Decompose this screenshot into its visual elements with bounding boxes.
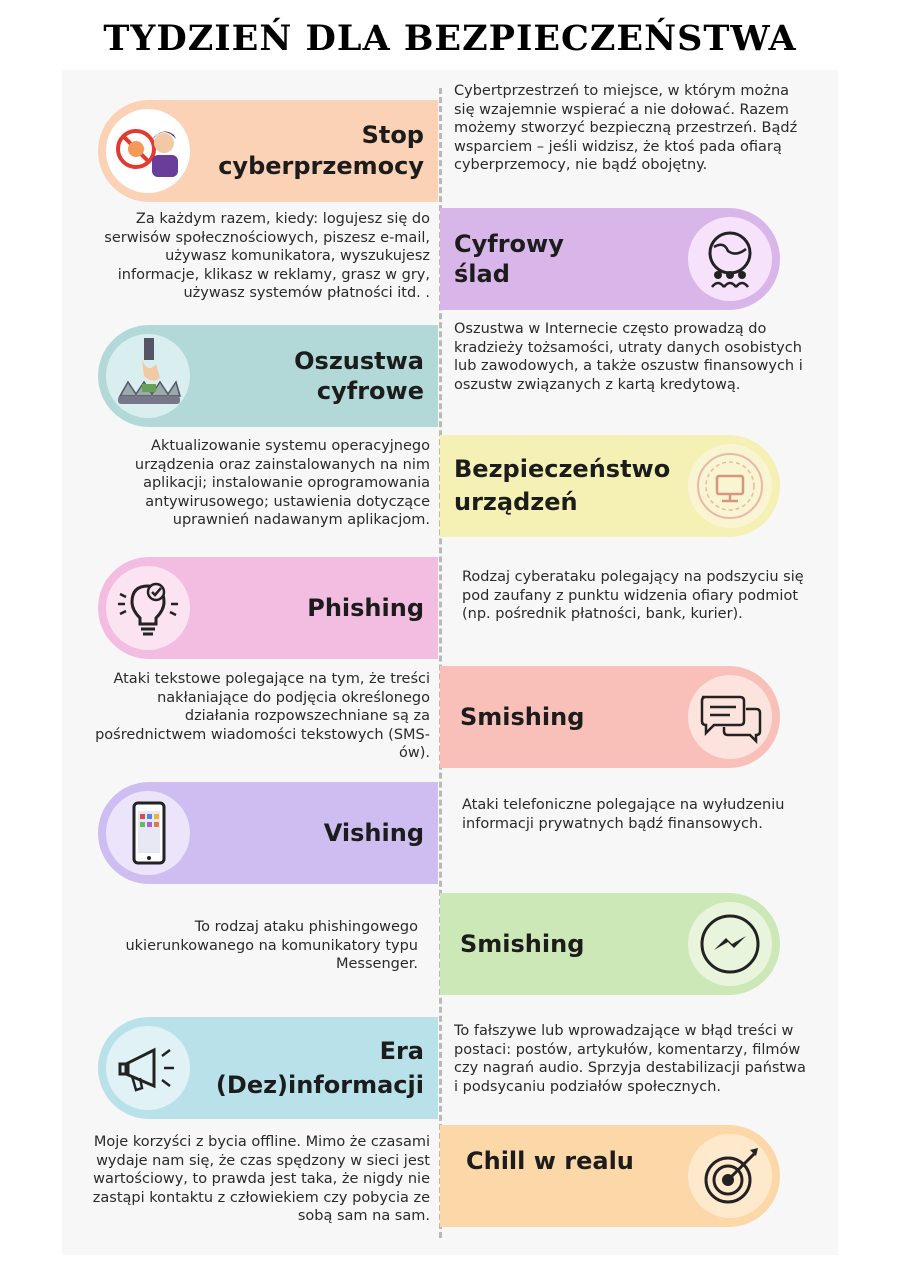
section-smishing-sms [440, 666, 780, 768]
section-label: Era (Dez)informacji [215, 1037, 424, 1099]
chat-bubbles-icon [688, 675, 772, 759]
trap-icon [106, 334, 190, 418]
bully-icon [106, 109, 190, 193]
section-smishing-messenger [440, 893, 780, 995]
section-description: Moje korzyści z bycia offline. Mimo że czasami wydaje nam się, że czas spędzony w sieci jest wartościowy, to prawda jest taka, że nigdy nie zastąpi kontaktu z człowiekiem czy pobycia ze sobą sam na sam. [92, 1134, 430, 1224]
page-title: TYDZIEŃ DLA BEZPIECZEŃSTWA [103, 18, 797, 59]
section-description: Ataki tekstowe polegające na tym, że treści nakłaniające do podjęcia określonego działania rozpowszechniane są za pośrednictwem wiadomości tekstowych (SMS-ów). [95, 671, 430, 761]
section-label: Phishing [307, 594, 424, 622]
globe-people-icon [688, 217, 772, 301]
section-vishing [98, 782, 438, 884]
target-icon [688, 1134, 772, 1218]
monitor-circuit-icon [688, 444, 772, 528]
section-label: Vishing [323, 819, 424, 847]
section-label: Smishing [460, 703, 585, 731]
section-description: Cybertprzestrzeń to miejsce, w którym można się wzajemnie wspierać a nie dołować. Razem możemy stworzyć bezpieczną przestrzeń. Bądź wsparciem – jeśli widzisz, że ktoś pada ofiarą cyberprzemocy, nie bądź obojętny. [454, 83, 798, 173]
section-label: Cyfrowy ślad [454, 230, 564, 288]
section-stop-cyberprzemocy [98, 100, 438, 202]
section-label: Stop cyberprzemocy [218, 121, 424, 180]
section-label: Smishing [460, 930, 585, 958]
section-description: To rodzaj ataku phishingowego ukierunkowanego na komunikatory typu Messenger. [125, 919, 418, 972]
section-label: Chill w realu [466, 1147, 634, 1175]
section-description: To fałszywe lub wprowadzające w błąd treści w postaci: postów, artykułów, komentarzy, filmów czy nagrań audio. Sprzyja destabilizacji państwa i podsycaniu podziałów społecznych. [454, 1023, 806, 1095]
section-description: Ataki telefoniczne polegające na wyłudzeniu informacji prywatnych bądź finansowych. [462, 797, 785, 832]
section-description: Aktualizowanie systemu operacyjnego urządzenia oraz zainstalowanych na nim aplikacji; instalowanie oprogramowania antywirusowego; ustawienia dotyczące uprawnień nadawanym aplikacjom. [134, 438, 430, 528]
lightbulb-icon [106, 566, 190, 650]
section-description: Rodzaj cyberataku polegający na podszyciu się pod zaufany z punktu widzenia ofiary podmiot (np. pośrednik płatności, bank, kurier). [462, 569, 804, 622]
section-chill-w-realu [440, 1125, 780, 1227]
messenger-icon [688, 902, 772, 986]
megaphone-icon [106, 1026, 190, 1110]
section-era-dezinformacji [98, 1017, 438, 1119]
section-description: Za każdym razem, kiedy: logujesz się do serwisów społecznościowych, piszesz e-mail, używasz komunikatora, wyszukujesz informacje, klikasz w reklamy, grasz w gry, używasz systemów płatności itd. . [104, 211, 430, 301]
section-label: Oszustwa cyfrowe [294, 347, 424, 405]
section-phishing [98, 557, 438, 659]
section-label: Bezpieczeństwo urządzeń [454, 455, 671, 516]
section-description: Oszustwa w Internecie często prowadzą do kradzieży tożsamości, utraty danych osobistych lub zawodowych, a także oszustw finansowych i oszustw związanych z kartą kredytową. [454, 321, 803, 393]
section-oszustwa-cyfrowe [98, 325, 438, 427]
section-cyfrowy-slad [440, 208, 780, 310]
section-bezpieczenstwo-urzadzen [440, 435, 780, 537]
smartphone-icon [106, 791, 190, 875]
